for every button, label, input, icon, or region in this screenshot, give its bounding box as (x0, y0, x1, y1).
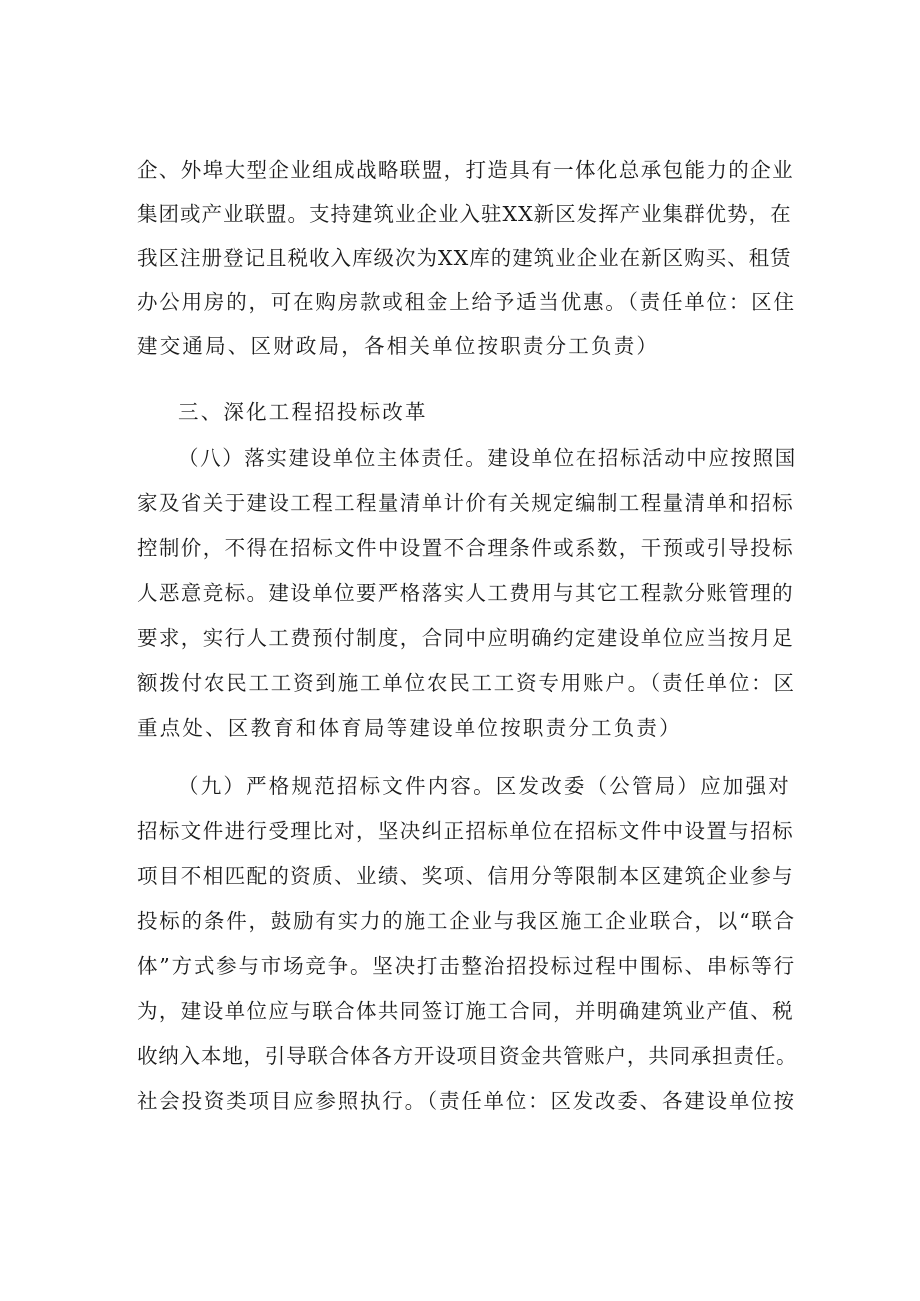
text-line: 我区注册登记且税收入库级次为XX库的建筑业企业在新区购买、租赁 (137, 246, 792, 270)
text-line: 建交通局、区财政局，各相关单位按职责分工负责） (137, 334, 660, 358)
text-line: 收纳入本地，引导联合体各方开设项目资金共管账户，共同承担责任。 (137, 1044, 798, 1068)
text-line: 家及省关于建设工程工程量清单计价有关规定编制工程量清单和招标 (137, 491, 794, 515)
text-line: 社会投资类项目应参照执行。（责任单位：区发改委、各建设单位按 (137, 1089, 796, 1113)
text-line: 企、外埠大型企业组成战略联盟，打造具有一体化总承包能力的企业 (137, 158, 794, 182)
text-line: （九）严格规范招标文件内容。区发改委（公管局）应加强对 (178, 774, 791, 798)
text-line: 项目不相匹配的资质、业绩、奖项、信用分等限制本区建筑企业参与 (137, 864, 794, 888)
text-line: 控制价，不得在招标文件中设置不合理条件或系数，干预或引导投标 (137, 536, 794, 560)
text-line: 额拨付农民工工资到施工单位农民工工资专用账户。（责任单位：区 (137, 671, 796, 695)
text-line: 人恶意竞标。建设单位要严格落实人工费用与其它工程款分账管理的 (137, 581, 794, 605)
text-line: 体”方式参与市场竞争。坚决打击整治招投标过程中围标、串标等行 (137, 954, 796, 978)
text-line: 要求，实行人工费预付制度，合同中应明确约定建设单位应当按月足 (137, 626, 794, 650)
text-line: 为，建设单位应与联合体共同签订施工合同，并明确建筑业产值、税 (137, 999, 794, 1023)
text-line: 投标的条件，鼓励有实力的施工企业与我区施工企业联合，以“联合 (137, 909, 796, 933)
text-line: （八）落实建设单位主体责任。建设单位在招标活动中应按照国 (178, 446, 797, 470)
text-line: 招标文件进行受理比对，坚决纠正招标单位在招标文件中设置与招标 (137, 819, 794, 843)
text-line: 办公用房的，可在购房款或租金上给予适当优惠。（责任单位：区住 (137, 290, 796, 314)
text-line: 重点处、区教育和体育局等建设单位按职责分工负责） (137, 716, 682, 740)
section-heading: 三、深化工程招投标改革 (178, 400, 428, 424)
text-line: 集团或产业联盟。支持建筑业企业入驻XX新区发挥产业集群优势，在 (137, 202, 792, 226)
